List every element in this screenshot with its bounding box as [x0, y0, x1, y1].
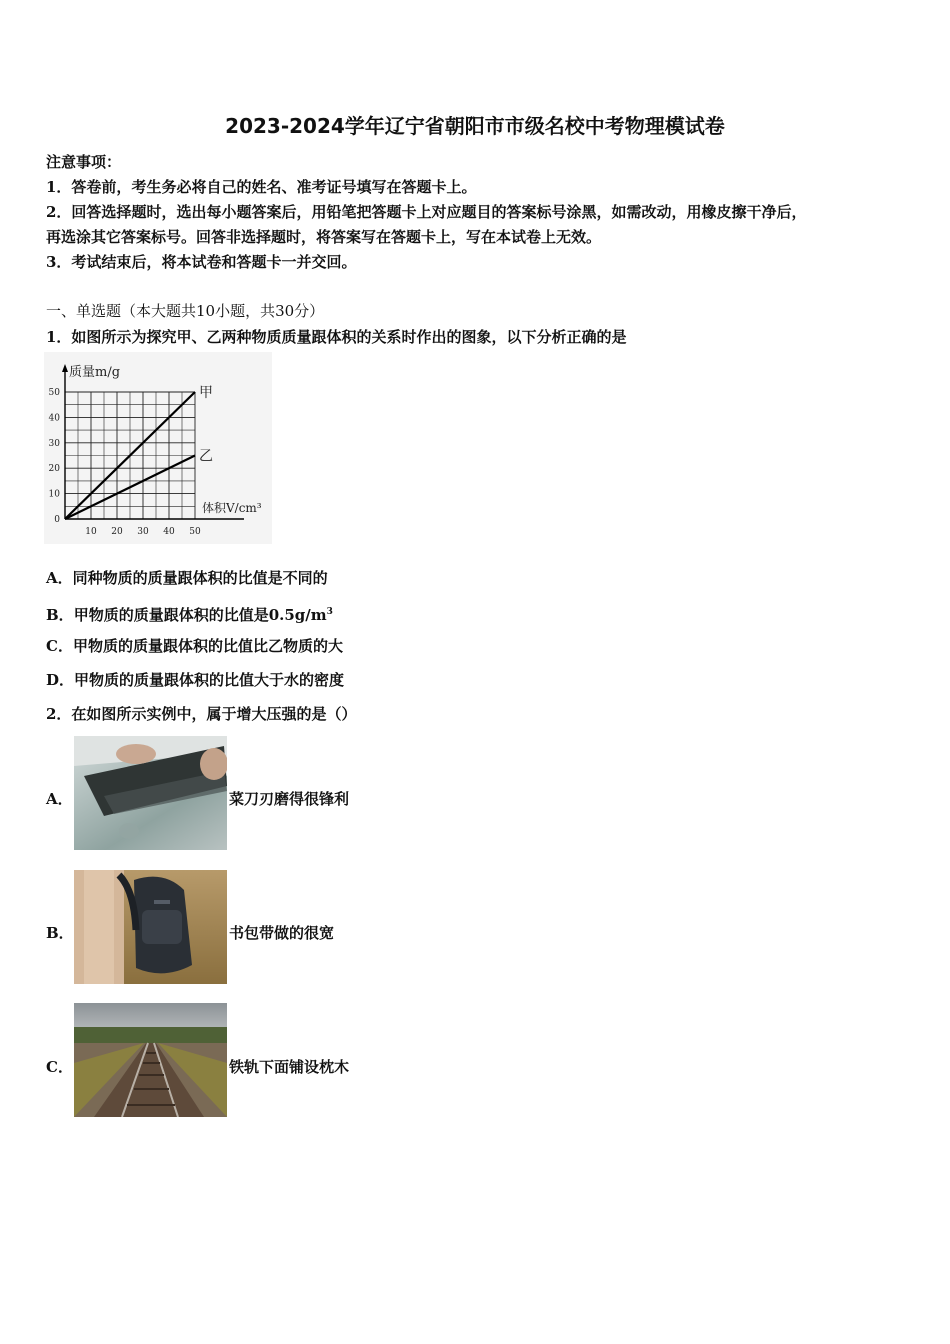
q1-option-d-text: 甲物质的质量跟体积的比值大于水的密度 — [74, 671, 345, 689]
mass-volume-chart — [44, 352, 272, 544]
q2-option-c-letter[interactable]: C． — [46, 1058, 73, 1076]
q1-option-c-text: 甲物质的质量跟体积的比值比乙物质的大 — [72, 637, 343, 655]
backpack-photo — [74, 870, 227, 984]
q1-option-d-letter: D． — [46, 671, 75, 689]
q2-option-a-text: 菜刀刃磨得很锋利 — [229, 790, 350, 808]
y-tick-label: 20 — [48, 464, 60, 475]
x-tick-label: 30 — [137, 527, 149, 537]
x-tick-label: 50 — [189, 527, 201, 537]
x-tick-label: 40 — [163, 527, 175, 537]
q1-option-a[interactable] — [46, 568, 328, 588]
y-tick-label: 0 — [54, 515, 60, 525]
railway-icon — [74, 1003, 227, 1117]
q1-option-c-letter: C． — [46, 637, 73, 655]
chart-svg — [44, 352, 272, 544]
y-tick-label: 30 — [48, 438, 60, 449]
knife-sharpening-icon — [74, 736, 227, 850]
railway-photo — [74, 1003, 227, 1117]
y-tick-label: 40 — [48, 413, 60, 424]
question-1-stem: 1．如图所示为探究甲、乙两种物质质量跟体积的关系时作出的图象，以下分析正确的是 — [46, 328, 627, 346]
question-2-stem: 2．在如图所示实例中，属于增大压强的是（） — [46, 705, 357, 723]
notice-heading: 注意事项： — [46, 153, 122, 171]
q1-option-b-text: 甲物质的质量跟体积的比值是0.5g/m — [73, 606, 327, 624]
q1-option-a-letter: A． — [46, 569, 73, 587]
q1-option-d[interactable] — [46, 670, 344, 690]
q2-option-b-text: 书包带做的很宽 — [229, 924, 335, 942]
notice-item-2: 2．回答选择题时，选出每小题答案后，用铅笔把答题卡上对应题目的答案标号涂黑，如需改动，用橡皮擦干净后， — [46, 203, 807, 221]
q2-option-b-letter[interactable]: B． — [46, 924, 74, 942]
q1-option-b[interactable] — [46, 602, 333, 625]
x-tick-label: 20 — [111, 527, 123, 537]
q2-option-c-text: 铁轨下面铺设枕木 — [229, 1058, 350, 1076]
q1-option-b-letter: B． — [46, 606, 74, 624]
y-axis-label: 质量m/g — [69, 365, 121, 380]
section-heading: 一、单选题（本大题共10小题，共30分） — [46, 302, 325, 320]
series-name-label: 乙 — [199, 448, 213, 465]
q1-option-b-sup: 3 — [326, 607, 333, 617]
series-name-label: 甲 — [199, 385, 213, 401]
backpack-icon — [74, 870, 227, 984]
q1-option-a-text: 同种物质的质量跟体积的比值是不同的 — [72, 569, 328, 587]
exam-title: 2023-2024学年辽宁省朝阳市市级名校中考物理模试卷 — [225, 114, 725, 138]
knife-sharpening-photo — [74, 736, 227, 850]
x-axis-label: 体积V/cm³ — [202, 501, 262, 515]
y-tick-label: 10 — [48, 489, 60, 500]
x-tick-label: 10 — [85, 527, 97, 537]
notice-item-2-cont: 再选涂其它答案标号。回答非选择题时，将答案写在答题卡上，写在本试卷上无效。 — [46, 228, 602, 246]
notice-item-3: 3．考试结束后，将本试卷和答题卡一并交回。 — [46, 253, 357, 271]
y-tick-label: 50 — [48, 388, 60, 398]
q1-option-c[interactable] — [46, 636, 343, 656]
q2-option-a-letter[interactable]: A． — [46, 790, 73, 808]
notice-item-1: 1．答卷前，考生务必将自己的姓名、准考证号填写在答题卡上。 — [46, 178, 477, 196]
